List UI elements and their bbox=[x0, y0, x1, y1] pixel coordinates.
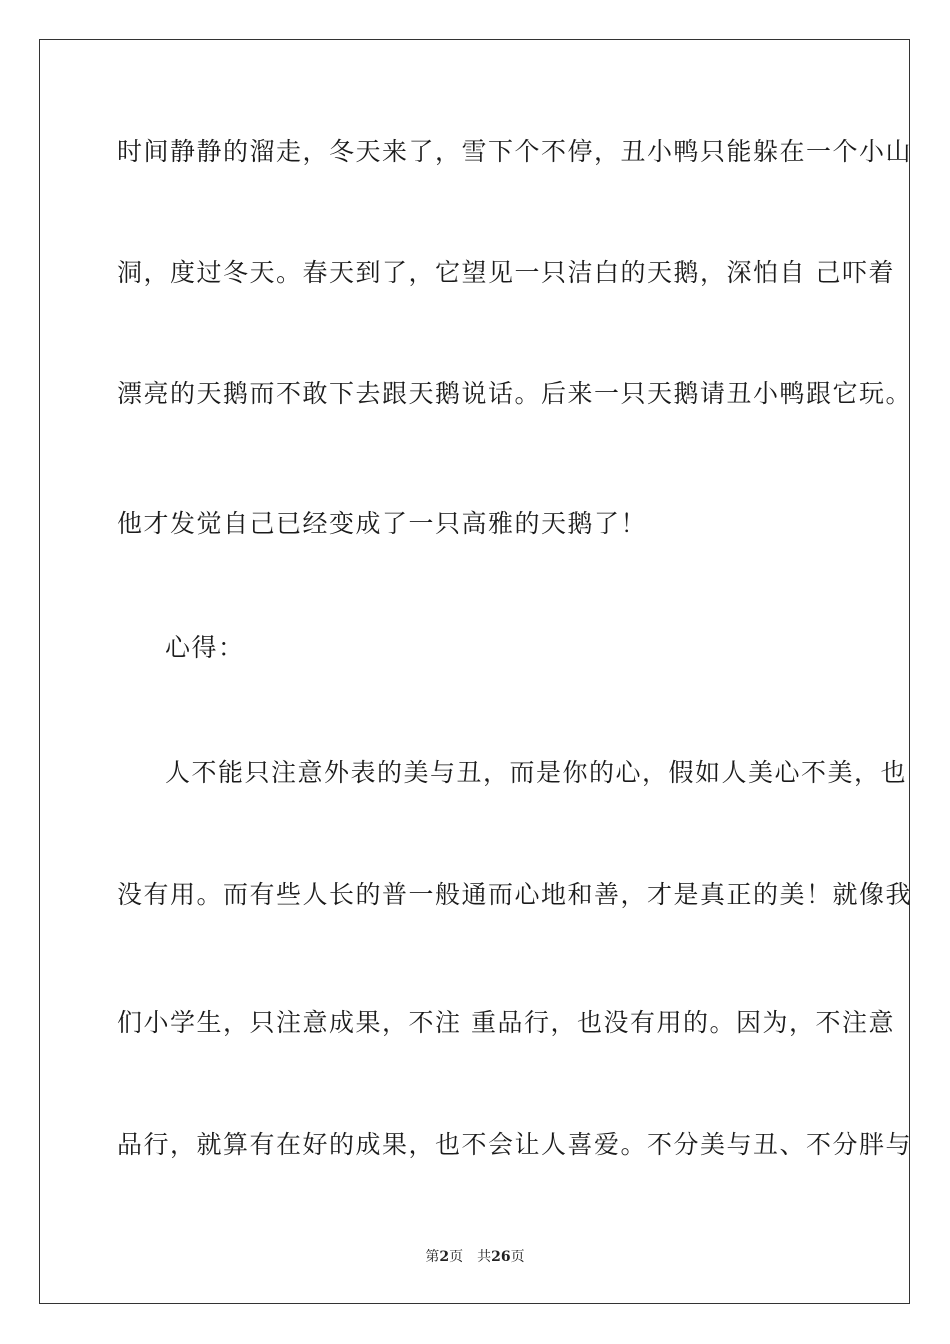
page-border bbox=[39, 39, 913, 1304]
footer-total-pages: 26 bbox=[491, 1249, 511, 1265]
paragraph-line-5: 人不能只注意外表的美与丑，而是你的心，假如人美心不美，也 bbox=[165, 758, 908, 787]
page-footer bbox=[0, 1248, 950, 1266]
footer-page-suffix: 页 bbox=[449, 1249, 464, 1265]
paragraph-line-3: 漂亮的天鹅而不敢下去跟天鹅说话。后来一只天鹅请丑小鸭跟它玩。 bbox=[117, 379, 913, 408]
paragraph-line-4: 他才发觉自己已经变成了一只高雅的天鹅了！ bbox=[117, 509, 648, 538]
paragraph-line-8: 品行，就算有在好的成果，也不会让人喜爱。不分美与丑、不分胖与 bbox=[117, 1130, 913, 1159]
footer-page-number: 2 bbox=[439, 1249, 450, 1265]
footer-total-suffix: 页 bbox=[510, 1249, 525, 1265]
footer-page-prefix: 第 bbox=[425, 1249, 440, 1265]
paragraph-line-6: 没有用。而有些人长的普一般通而心地和善，才是真正的美！就像我 bbox=[117, 880, 913, 909]
paragraph-line-2: 洞，度过冬天。春天到了，它望见一只洁白的天鹅，深怕自 己吓着 bbox=[117, 258, 895, 287]
section-heading-reflection: 心得： bbox=[165, 633, 245, 662]
paragraph-line-1: 时间静静的溜走，冬天来了，雪下个不停，丑小鸭只能躲在一个小山 bbox=[117, 137, 913, 166]
paragraph-line-7: 们小学生，只注意成果，不注 重品行，也没有用的。因为，不注意 bbox=[117, 1008, 895, 1037]
footer-total-prefix: 共 bbox=[477, 1249, 492, 1265]
